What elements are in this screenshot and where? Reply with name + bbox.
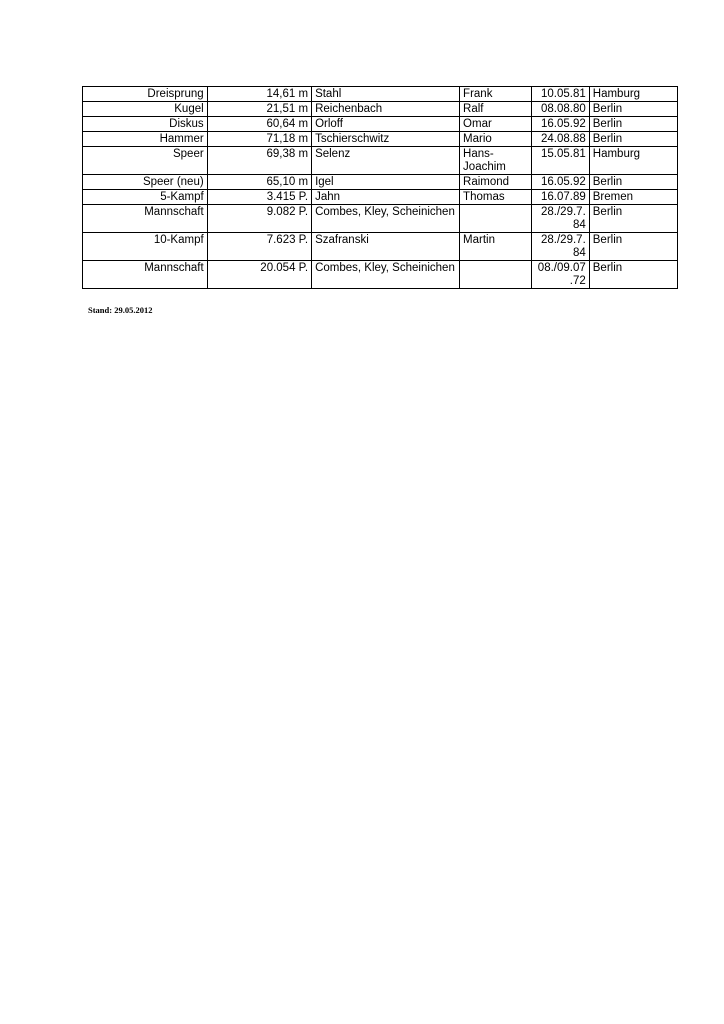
discipline-cell: 5-Kampf [83, 190, 208, 205]
first-name-cell: Raimond [460, 175, 532, 190]
performance-cell: 71,18 m [207, 132, 311, 147]
stand-date-note: Stand: 29.05.2012 [88, 305, 153, 315]
table-row [83, 132, 678, 147]
table-row [83, 147, 678, 175]
date-cell: 08./09.07.72 [532, 261, 590, 289]
first-name-cell [460, 205, 532, 233]
first-name-cell: Omar [460, 117, 532, 132]
place-cell: Berlin [589, 205, 677, 233]
place-cell: Berlin [589, 102, 677, 117]
place-cell: Berlin [589, 132, 677, 147]
performance-cell: 60,64 m [207, 117, 311, 132]
last-name-cell: Szafranski [312, 233, 460, 261]
date-cell: 15.05.81 [532, 147, 590, 175]
discipline-cell: Hammer [83, 132, 208, 147]
table-row [83, 233, 678, 261]
performance-cell: 69,38 m [207, 147, 311, 175]
table-row [83, 175, 678, 190]
performance-cell: 14,61 m [207, 87, 311, 102]
performance-cell: 3.415 P. [207, 190, 311, 205]
last-name-cell: Combes, Kley, Scheinichen [312, 261, 460, 289]
last-name-cell: Selenz [312, 147, 460, 175]
discipline-cell: Speer (neu) [83, 175, 208, 190]
place-cell: Berlin [589, 117, 677, 132]
date-cell: 24.08.88 [532, 132, 590, 147]
last-name-cell: Stahl [312, 87, 460, 102]
performance-cell: 21,51 m [207, 102, 311, 117]
table-row [83, 190, 678, 205]
date-cell: 10.05.81 [532, 87, 590, 102]
last-name-cell: Igel [312, 175, 460, 190]
date-cell: 28./29.7.84 [532, 205, 590, 233]
table-row [83, 261, 678, 289]
discipline-cell: Diskus [83, 117, 208, 132]
place-cell: Hamburg [589, 147, 677, 175]
place-cell: Berlin [589, 233, 677, 261]
last-name-cell: Combes, Kley, Scheinichen [312, 205, 460, 233]
discipline-cell: Mannschaft [83, 261, 208, 289]
first-name-cell [460, 261, 532, 289]
place-cell: Bremen [589, 190, 677, 205]
date-cell: 16.05.92 [532, 175, 590, 190]
first-name-cell: Mario [460, 132, 532, 147]
last-name-cell: Reichenbach [312, 102, 460, 117]
discipline-cell: 10-Kampf [83, 233, 208, 261]
records-table-body [83, 87, 678, 289]
last-name-cell: Jahn [312, 190, 460, 205]
records-table [82, 86, 678, 289]
table-row [83, 205, 678, 233]
date-cell: 16.07.89 [532, 190, 590, 205]
last-name-cell: Tschierschwitz [312, 132, 460, 147]
table-row [83, 117, 678, 132]
first-name-cell: Ralf [460, 102, 532, 117]
performance-cell: 7.623 P. [207, 233, 311, 261]
last-name-cell: Orloff [312, 117, 460, 132]
first-name-cell: Thomas [460, 190, 532, 205]
discipline-cell: Mannschaft [83, 205, 208, 233]
discipline-cell: Dreisprung [83, 87, 208, 102]
table-row [83, 102, 678, 117]
first-name-cell: Hans-Joachim [460, 147, 532, 175]
date-cell: 08.08.80 [532, 102, 590, 117]
performance-cell: 65,10 m [207, 175, 311, 190]
performance-cell: 9.082 P. [207, 205, 311, 233]
date-cell: 16.05.92 [532, 117, 590, 132]
first-name-cell: Martin [460, 233, 532, 261]
place-cell: Hamburg [589, 87, 677, 102]
discipline-cell: Speer [83, 147, 208, 175]
first-name-cell: Frank [460, 87, 532, 102]
date-cell: 28./29.7.84 [532, 233, 590, 261]
place-cell: Berlin [589, 261, 677, 289]
table-row [83, 87, 678, 102]
performance-cell: 20.054 P. [207, 261, 311, 289]
discipline-cell: Kugel [83, 102, 208, 117]
place-cell: Berlin [589, 175, 677, 190]
